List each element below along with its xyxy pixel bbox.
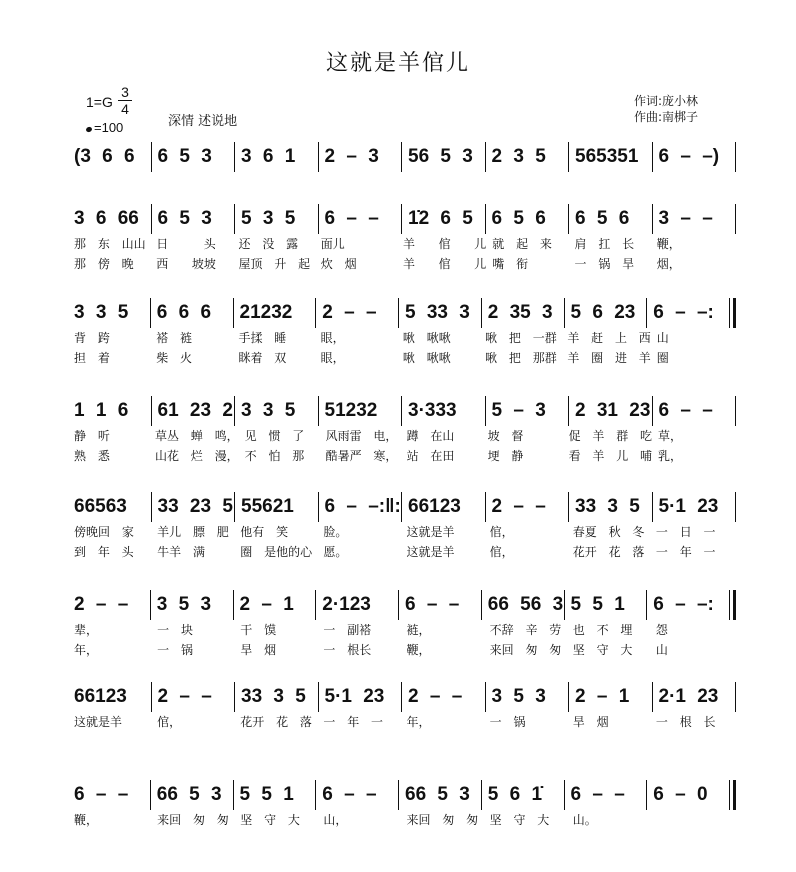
lyric-segment: 山花 烂 漫， (154, 449, 239, 463)
lyric-segment: 脸。 (323, 525, 348, 539)
lyric-segment: 这就是羊 (406, 545, 455, 559)
measure: 66 56 3 (481, 590, 564, 620)
lyric-segment: 一 锅 旱 (574, 257, 635, 271)
measure: 2 3 5 (485, 142, 569, 172)
lyric-segment: 圈 是他的心 (240, 545, 313, 559)
measure: 2·123 (315, 590, 398, 620)
lyric-segment: 来回 匆 匆 (406, 813, 479, 827)
lyrics-verse-2 (72, 542, 736, 562)
lyric-segment: 那 傍 晚 (74, 257, 134, 271)
lyrics-verse-2 (72, 640, 736, 660)
lyric-segment: 坚 守 大 (240, 813, 300, 827)
lyric-segment: 坚 守 大 (489, 813, 550, 827)
lyric-segment: 辈， (74, 623, 99, 637)
lyric-segment: 山。 (572, 813, 597, 827)
measure: 3 6 66 (74, 208, 139, 229)
measure: 6 – 0 (646, 780, 729, 810)
measure: 51232 (318, 396, 402, 426)
measure: 3 3 5 (74, 302, 129, 323)
lyric-segment: 他有 笑 (240, 525, 289, 539)
measure: 1̇2 6 5 (401, 204, 485, 234)
measure: 66123 (401, 492, 485, 522)
lyric-segment: 烟， (656, 257, 681, 271)
measure: 3 5 3 (485, 682, 569, 712)
lyric-segment: 来回 匆 匆 (489, 643, 562, 657)
measure: 6 5 6 (485, 204, 569, 234)
lyric-segment: 牛羊 满 (157, 545, 205, 559)
lyrics-verse-2 (72, 254, 736, 274)
barline (735, 492, 736, 522)
lyric-segment: 一 锅 (489, 715, 526, 729)
lyric-segment: 眯着 双 (238, 351, 287, 365)
lyric-segment: 草丛 蝉 鸣， (154, 429, 239, 443)
lyric-segment: 啾 把 一群 (485, 331, 557, 345)
lyric-segment: 乳， (658, 449, 683, 463)
lyric-segment: 一 日 一 (655, 525, 716, 539)
notes-row (72, 590, 736, 620)
score-system (72, 492, 736, 562)
lyric-segment: 花开 花 落 (240, 715, 312, 729)
lyric-segment: 旱 烟 (572, 715, 609, 729)
lyric-segment: 年， (74, 643, 99, 657)
lyric-spacer (733, 328, 736, 348)
lyric-segment: 一 根长 (323, 643, 372, 657)
measure: 6 – –: (646, 298, 729, 328)
measure: 6 – –) (652, 142, 736, 172)
lyric-segment: 日 头 (156, 237, 216, 251)
measure: 6 – – (315, 780, 398, 810)
quarter-note-icon (85, 126, 92, 133)
lyric-spacer (733, 522, 736, 542)
lyric-spacer (733, 640, 736, 660)
lyric-segment: 一 年 一 (655, 545, 716, 559)
lyrics-verse-1 (72, 712, 736, 732)
lyric-segment: 站 在田 (406, 449, 455, 463)
lyric-segment: 眼， (320, 351, 345, 365)
lyric-segment: 鞭， (656, 237, 681, 251)
measure: 61 23 2 (151, 396, 235, 426)
barline (735, 682, 736, 712)
key-signature: 1=G (86, 94, 113, 110)
measure: 2 – – (151, 682, 235, 712)
lyric-segment: 草， (658, 429, 683, 443)
lyric-spacer (733, 712, 736, 732)
lyric-segment: 炊 烟 (320, 257, 357, 271)
lyric-segment: 羊儿 膘 肥 (157, 525, 229, 539)
measure: 21232 (233, 298, 316, 328)
measure: 3·333 (401, 396, 485, 426)
lyric-segment: 啾 啾啾 (402, 351, 451, 365)
measure: (3 6 6 (74, 146, 135, 167)
score-system (72, 396, 736, 466)
lyric-segment: 羊 圈 进 羊 (567, 351, 651, 365)
notes-row (72, 142, 736, 172)
lyrics-verse-1 (72, 328, 736, 348)
measure: 3 6 1 (234, 142, 318, 172)
measure: 2 – – (74, 594, 129, 615)
lyric-segment: 眼， (320, 331, 345, 345)
measure: 565351 (568, 142, 652, 172)
lyric-segment: 傍晚回 家 (74, 525, 134, 539)
lyrics-verse-1 (72, 426, 736, 446)
lyric-segment: 一 副褡 (323, 623, 372, 637)
measure: 66563 (74, 496, 127, 517)
lyric-segment: 还 没 露 (238, 237, 299, 251)
lyric-segment: 愿。 (323, 545, 348, 559)
lyric-spacer (733, 810, 736, 830)
tempo-value: =100 (94, 120, 124, 135)
lyric-segment: 屋顶 升 起 (238, 257, 311, 271)
measure: 6 – – (74, 784, 129, 805)
measure: 33 3 5 (234, 682, 318, 712)
score-system (72, 780, 736, 830)
lyric-segment: 鞭， (406, 643, 431, 657)
lyric-segment: 年， (406, 715, 431, 729)
lyric-spacer (733, 348, 736, 368)
lyric-segment: 倌， (157, 715, 182, 729)
measure: 2 – – (401, 682, 485, 712)
lyric-segment: 倌， (489, 525, 514, 539)
lyric-segment: 柴 火 (156, 351, 193, 365)
lyric-segment: 静 听 (74, 429, 110, 443)
lyrics-verse-1 (72, 620, 736, 640)
lyrics-verse-1 (72, 522, 736, 542)
measure: 5 6 1̇ (481, 780, 564, 810)
measure: 6 – – (652, 396, 736, 426)
lyric-segment: 到 年 头 (74, 545, 134, 559)
lyric-spacer (733, 426, 736, 446)
measure: 2 – – (315, 298, 398, 328)
lyric-spacer (733, 542, 736, 562)
lyric-segment: 一 锅 (157, 643, 193, 657)
measure: 2 35 3 (481, 298, 564, 328)
lyric-segment: 圈 (656, 351, 669, 365)
measure: 5 6 23 (564, 298, 647, 328)
lyric-segment: 蹲 在山 (406, 429, 455, 443)
lyrics-verse-1 (72, 234, 736, 254)
measure: 2 – 1 (233, 590, 316, 620)
lyric-segment: 背 跨 (74, 331, 110, 345)
composer: 作曲:南梆子 (634, 110, 699, 124)
measure: 3 – – (652, 204, 736, 234)
lyric-segment: 坡 督 (487, 429, 524, 443)
score-system (72, 682, 736, 732)
measure: 6 – –: (646, 590, 729, 620)
lyric-segment: 啾 啾啾 (402, 331, 451, 345)
lyric-segment: 羊 赶 上 西 (567, 331, 651, 345)
lyric-segment: 看 羊 儿 哺 (568, 449, 653, 463)
lyric-segment: 啾 把 那群 (485, 351, 557, 365)
lyric-segment: 见 惯 了 (244, 429, 305, 443)
lyric-spacer (733, 446, 736, 466)
lyric-segment (650, 810, 733, 830)
lyric-segment: 羊 倌 儿 (403, 257, 487, 271)
lyric-segment: 就 起 来 (492, 237, 552, 251)
measure: 6 – – (564, 780, 647, 810)
lyric-segment: 埂 静 (487, 449, 524, 463)
notes-row (72, 492, 736, 522)
measure: 1 1 6 (74, 400, 129, 421)
lyric-segment: 肩 扛 长 (574, 237, 635, 251)
lyric-segment: 山 (655, 643, 668, 657)
measure: 55621 (234, 492, 318, 522)
lyric-segment: 一 年 一 (323, 715, 384, 729)
lyric-segment: 也 不 埋 (572, 623, 633, 637)
lyric-segment: 裢， (406, 623, 431, 637)
tempo-marking (86, 120, 123, 135)
lyrics-verse-2 (72, 446, 736, 466)
time-signature-bottom: 4 (121, 101, 129, 117)
measure: 2 – 1 (568, 682, 652, 712)
measure: 3 3 5 (234, 396, 318, 426)
score-system (72, 142, 736, 172)
lyric-segment: 旱 烟 (240, 643, 277, 657)
lyric-segment: 风雨雷 电， (325, 429, 398, 443)
lyric-segment: 这就是羊 (406, 525, 455, 539)
measure: 5 3 5 (234, 204, 318, 234)
barline (735, 204, 736, 234)
lyric-segment: 山， (323, 813, 348, 827)
lyric-segment: 嘴 衔 (492, 257, 529, 271)
measure: 5 5 1 (564, 590, 647, 620)
lyric-spacer (733, 620, 736, 640)
lyric-segment: 促 羊 群 吃 (568, 429, 653, 443)
measure: 5·1 23 (652, 492, 736, 522)
measure: 6 – –:‖: (318, 492, 402, 522)
lyric-spacer (733, 254, 736, 274)
measure: 2 – 3 (318, 142, 402, 172)
song-title: 这就是羊倌儿 (325, 51, 470, 76)
lyric-segment: 面儿 (320, 237, 345, 251)
notes-row (72, 204, 736, 234)
measure: 33 3 5 (568, 492, 652, 522)
measure: 66123 (74, 686, 127, 707)
measure: 3 5 3 (150, 590, 233, 620)
measure: 5 5 1 (233, 780, 316, 810)
lyrics-verse-1 (72, 810, 736, 830)
measure: 5 33 3 (398, 298, 481, 328)
score-system (72, 590, 736, 660)
time-signature (118, 84, 132, 117)
lyric-segment: 酷暑严 寒， (325, 449, 398, 463)
barline (729, 590, 736, 620)
barline (735, 396, 736, 426)
notes-row (72, 396, 736, 426)
lyric-segment: 来回 匆 匆 (157, 813, 229, 827)
measure: 6 5 6 (568, 204, 652, 234)
lyric-segment: 一 块 (157, 623, 193, 637)
barline (729, 298, 736, 328)
lyric-segment: 倌， (489, 545, 514, 559)
score-system (72, 298, 736, 368)
measure: 66 5 3 (398, 780, 481, 810)
measure: 5 – 3 (485, 396, 569, 426)
lyricist: 作词:庞小林 (634, 94, 699, 108)
measure: 2 – – (485, 492, 569, 522)
measure: 5·1 23 (318, 682, 402, 712)
measure: 56 5 3 (401, 142, 485, 172)
lyric-segment: 鞭， (74, 813, 99, 827)
score-system (72, 204, 736, 274)
lyric-segment: 一 根 长 (655, 715, 716, 729)
lyric-spacer (733, 234, 736, 254)
barline (729, 780, 736, 810)
lyric-segment: 春夏 秋 冬 (572, 525, 645, 539)
lyric-segment: 不辞 辛 劳 (489, 623, 562, 637)
lyric-segment: 怨 (655, 623, 668, 637)
measure: 66 5 3 (150, 780, 233, 810)
measure: 33 23 5 (151, 492, 235, 522)
measure: 6 6 6 (150, 298, 233, 328)
notes-row (72, 298, 736, 328)
measure: 6 5 3 (151, 204, 235, 234)
lyric-segment: 山 (656, 331, 669, 345)
expression-marking: 深情 述说地 (168, 114, 238, 129)
lyric-segment: 花开 花 落 (572, 545, 645, 559)
notes-row (72, 780, 736, 810)
lyric-segment: 干 馍 (240, 623, 277, 637)
measure: 2·1 23 (652, 682, 736, 712)
lyric-segment: 羊 倌 儿 (403, 237, 487, 251)
lyric-segment: 西 坡坡 (156, 257, 216, 271)
lyric-segment: 褡 裢 (156, 331, 193, 345)
barline (735, 142, 736, 172)
lyric-segment: 手揉 睡 (238, 331, 287, 345)
measure: 2 31 23 (568, 396, 652, 426)
measure: 6 – – (398, 590, 481, 620)
lyric-segment: 担 着 (74, 351, 110, 365)
lyric-segment: 坚 守 大 (572, 643, 633, 657)
measure: 6 – – (318, 204, 402, 234)
measure: 6 5 3 (151, 142, 235, 172)
time-signature-top: 3 (118, 84, 132, 101)
lyric-segment: 熟 悉 (74, 449, 110, 463)
lyric-segment: 不 怕 那 (244, 449, 305, 463)
notes-row (72, 682, 736, 712)
lyric-segment: 那 东 山山 (74, 237, 146, 251)
lyrics-verse-2 (72, 348, 736, 368)
lyric-segment: 这就是羊 (74, 715, 123, 729)
